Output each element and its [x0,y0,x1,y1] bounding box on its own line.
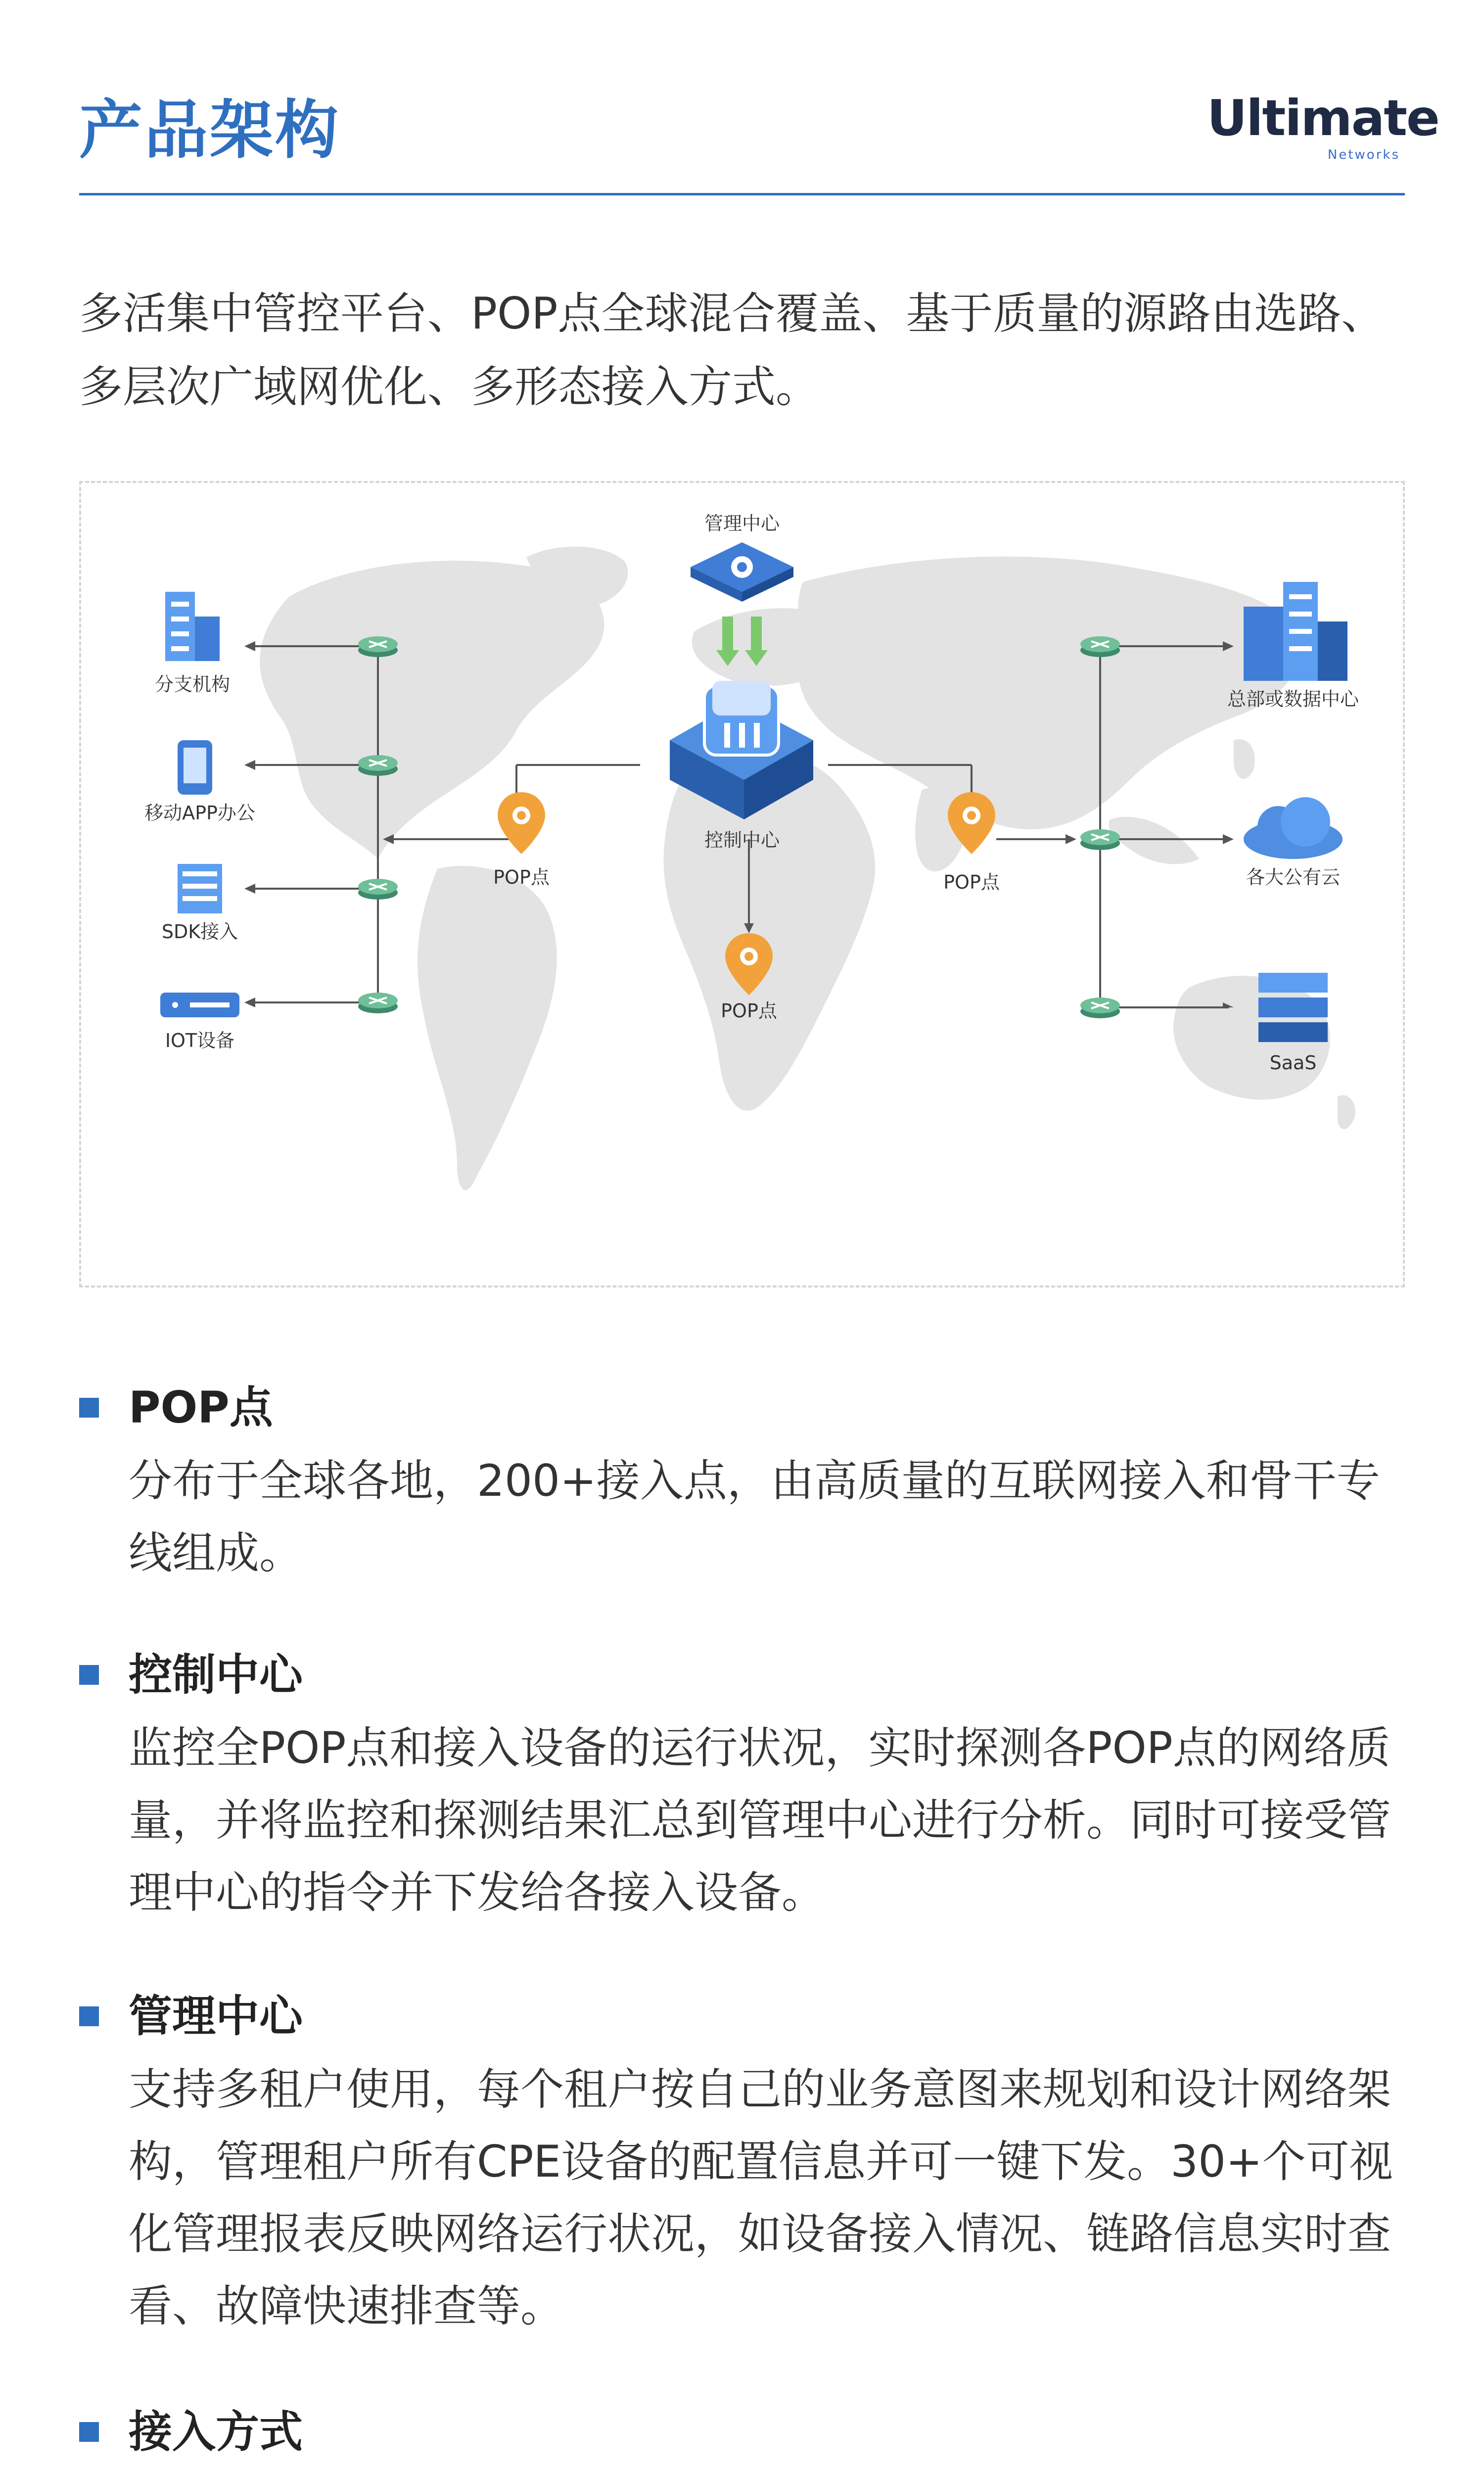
router-icon [1080,998,1120,1018]
mobile-app-node [144,740,255,824]
iot-device-icon [160,993,239,1017]
architecture-diagram [79,481,1405,1287]
pop-west-label: POP点 [493,866,550,888]
section-body: 监控全POP点和接入设备的运行状况，实时探测各POP点的网络质量，并将监控和探测结果汇总到管理中心进行分析。同时可接受管理中心的指令并下发给各接入设备。 [129,1722,1391,1918]
iot-node [160,993,239,1051]
square-bullet-icon [79,2422,99,2442]
section-title: POP点 [129,1382,273,1433]
server-stack-icon [1258,973,1328,1042]
section-body: 支持多租户使用，每个租户按自己的业务意图来规划和设计网络架构，管理租户所有CPE设备的配置信息并可一键下发。30+个可视化管理报表反映网络运行状况，如设备接入情况、链路信息实时查看、故障快速排查等。 [129,2064,1393,2331]
header-divider [79,193,1405,195]
hq-label: 总部或数据中心 [1227,688,1359,710]
sdk-label: SDK接入 [161,921,238,943]
router-icon [358,755,398,776]
section-body: 分布于全球各地，200+接入点，由高质量的互联网接入和骨干专线组成。 [129,1455,1380,1578]
public-cloud-node [1244,797,1343,888]
company-logo [1207,89,1439,168]
section-title: 接入方式 [129,2406,303,2457]
mobile-phone-icon [178,740,212,795]
logo-wordmark: Ultimate [1207,89,1439,147]
mobile-app-label: 移动APP办公 [144,802,255,824]
router-icon [1080,829,1120,850]
square-bullet-icon [79,2006,99,2026]
section-body [129,2469,1405,2474]
section-management-center [79,1984,1405,2342]
page-title: 产品架构 [79,94,341,167]
architecture-diagram-svg [81,483,1403,1285]
section-title: 管理中心 [129,1991,303,2042]
intro-paragraph: 多活集中管控平台、POP点全球混合覆盖、基于质量的源路由选路、多层次广域网优化、多形态接入方式。 [79,288,1385,412]
sdk-node [162,864,238,943]
control-center-label: 控制中心 [704,829,780,851]
section-title: 控制中心 [129,1649,303,1700]
router-icon [358,993,398,1013]
logo-subtext: Networks [1327,147,1400,162]
square-bullet-icon [79,1398,99,1418]
branch-office-node [155,592,230,695]
router-icon [358,636,398,657]
building-icon [165,592,220,661]
section-access-methods [79,2400,1405,2474]
section-pop [79,1376,1405,1589]
branch-label: 分支机构 [154,673,231,695]
cloud-label: 各大公有云 [1246,866,1341,888]
building-icon [1244,582,1347,681]
world-map [260,547,1355,1190]
saas-label: SaaS [1269,1052,1317,1074]
router-icon [1080,636,1120,657]
square-bullet-icon [79,1665,99,1685]
pop-south-label: POP点 [721,1000,777,1022]
server-icon [178,864,222,913]
pop-east-label: POP点 [943,871,1000,893]
section-control-center [79,1643,1405,1929]
iot-label: IOT设备 [165,1030,235,1051]
management-center-label: 管理中心 [704,513,780,534]
router-icon [358,879,398,900]
cloud-icon [1244,797,1343,859]
